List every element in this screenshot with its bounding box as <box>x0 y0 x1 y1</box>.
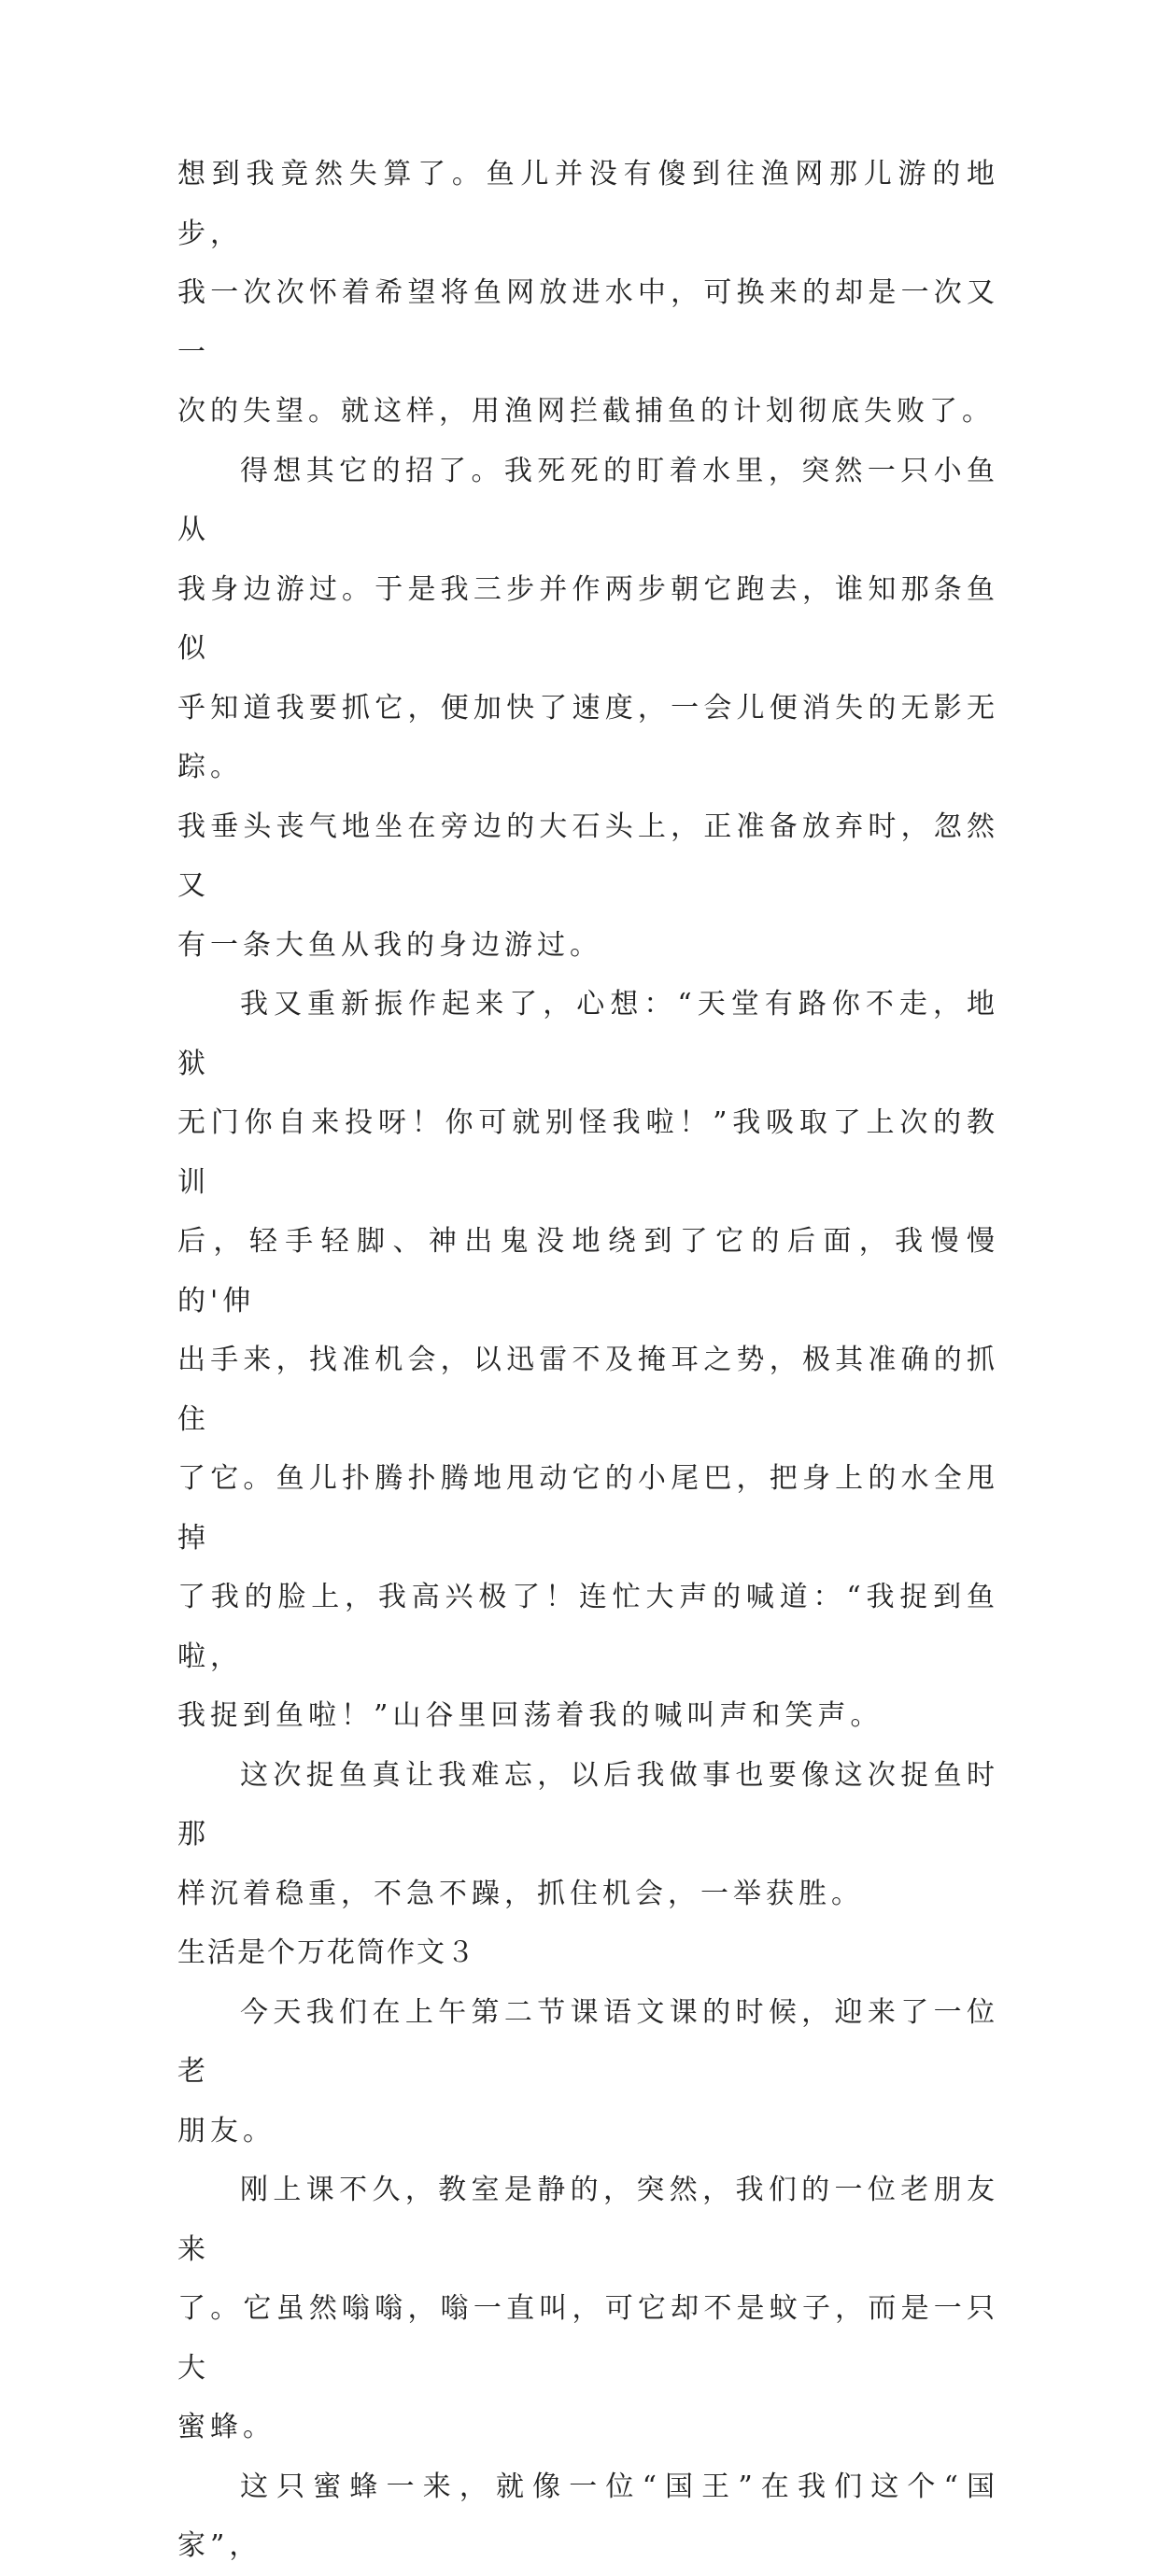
paragraph <box>177 2161 999 2457</box>
text-line: 了。它虽然嗡嗡，嗡一直叫，可它却不是蚊子，而是一只大 <box>177 2292 999 2385</box>
text-line: 蜜蜂。 <box>177 2411 276 2443</box>
text-line: 次的失望。就这样，用渔网拦截捕鱼的计划彻底失败了。 <box>177 395 995 428</box>
essay-section-kaleidoscope <box>177 1983 999 2576</box>
text-line: 这次捉鱼真让我难忘，以后我做事也要像这次捉鱼时那 <box>177 1758 999 1851</box>
text-line: 得想其它的招了。我死死的盯着水里，突然一只小鱼从 <box>177 454 999 546</box>
paragraph <box>177 145 999 442</box>
text-line: 刚上课不久，教室是静的，突然，我们的一位老朋友来 <box>177 2174 999 2266</box>
text-line: 样沉着稳重，不急不躁，抓住机会，一举获胜。 <box>177 1877 864 1910</box>
text-line: 有一条大鱼从我的身边游过。 <box>177 928 602 962</box>
paragraph <box>177 442 999 976</box>
paragraph <box>177 1983 999 2161</box>
text-line: 出手来，找准机会，以迅雷不及掩耳之势，极其准确的抓住 <box>177 1344 999 1436</box>
text-line: 今天我们在上午第二节课语文课的时候，迎来了一位老 <box>177 1995 999 2088</box>
text-line: 这只蜜蜂一来，就像一位“国王”在我们这个“国家”， <box>177 2470 999 2562</box>
text-line: 朋友。 <box>177 2114 276 2147</box>
text-line: 我垂头丧气地坐在旁边的大石头上，正准备放弃时，忽然又 <box>177 809 999 902</box>
text-line: 了它。鱼儿扑腾扑腾地甩动它的小尾巴，把身上的水全甩掉 <box>177 1462 999 1555</box>
essay-heading: 生活是个万花筒作文３ <box>177 1936 476 1969</box>
paragraph <box>177 2457 999 2576</box>
text-line: 乎知道我要抓它，便加快了速度，一会儿便消失的无影无踪。 <box>177 691 999 783</box>
text-line: 我身边游过。于是我三步并作两步朝它跑去，谁知那条鱼似 <box>177 572 999 665</box>
paragraph <box>177 975 999 1746</box>
paragraph <box>177 1746 999 1924</box>
text-line: 了我的脸上，我高兴极了！连忙大声的喊道：“我捉到鱼啦， <box>177 1581 999 1673</box>
text-line: 想到我竟然失算了。鱼儿并没有傻到往渔网那儿游的地步， <box>177 158 999 250</box>
text-line: 我捉到鱼啦！”山谷里回荡着我的喊叫声和笑声。 <box>177 1699 883 1732</box>
text-line: 我一次次怀着希望将鱼网放进水中，可换来的却是一次又一 <box>177 276 999 369</box>
text-line: 我又重新振作起来了，心想：“天堂有路你不走，地狱 <box>177 988 999 1080</box>
document-page <box>177 145 999 2576</box>
essay-section-fishing <box>177 145 999 1923</box>
text-line: 无门你自来投呀！你可就别怪我啦！”我吸取了上次的教训 <box>177 1106 999 1199</box>
text-line: 后，轻手轻脚、神出鬼没地绕到了它的后面，我慢慢的'伸 <box>177 1225 999 1317</box>
